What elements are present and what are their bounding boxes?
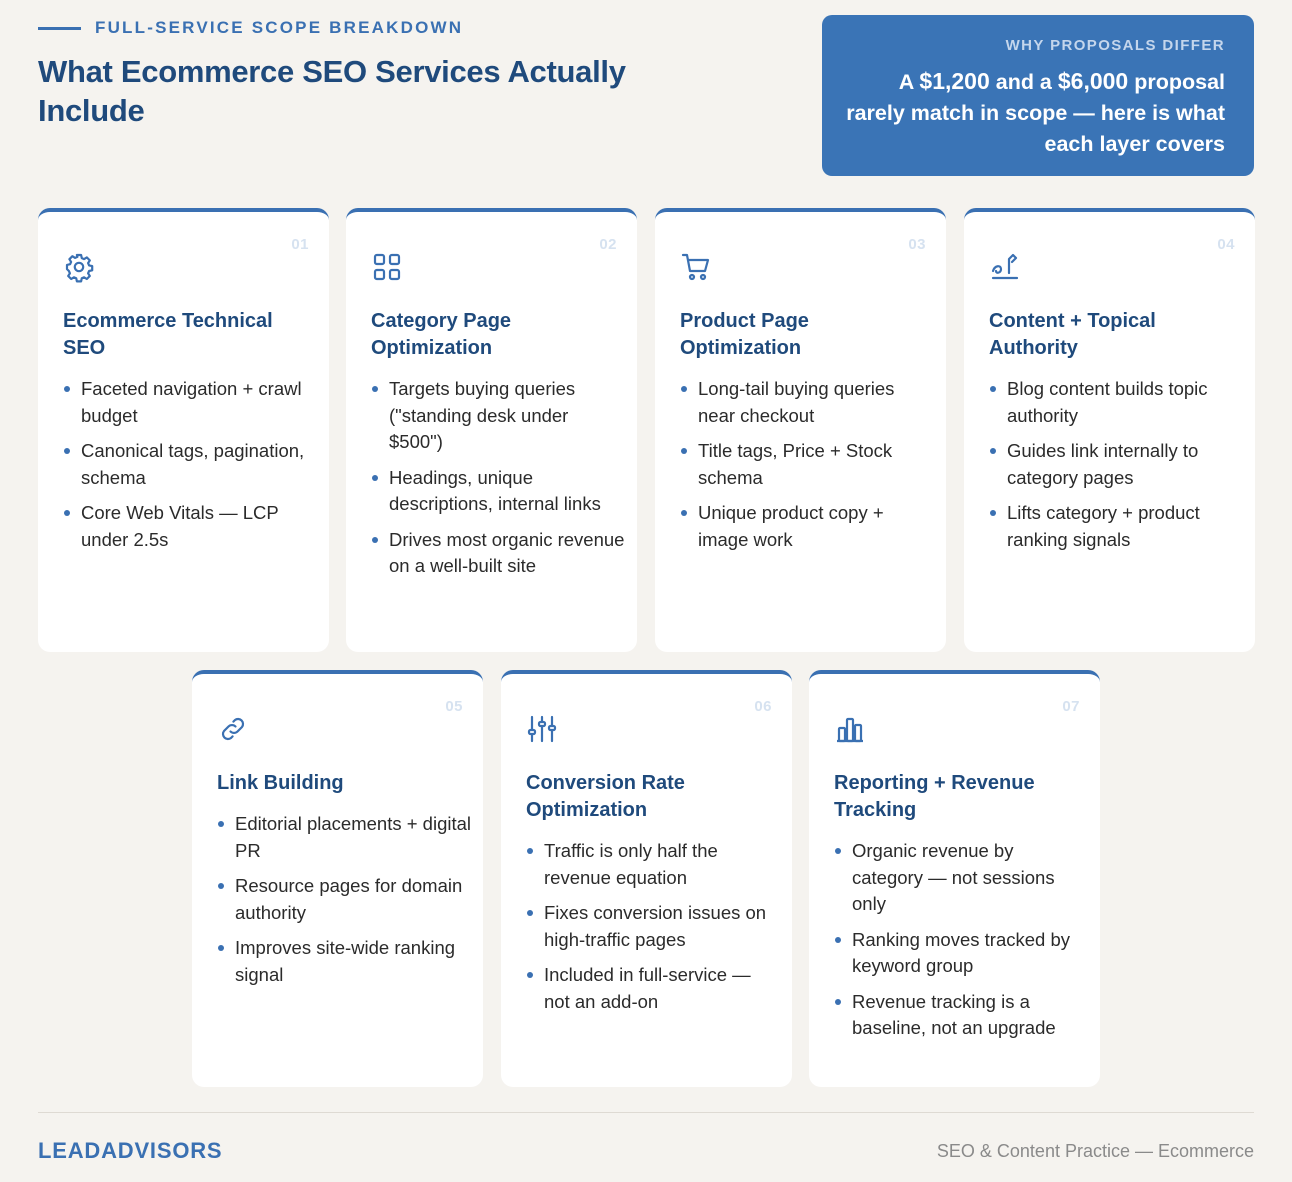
card-number: 04 — [1217, 236, 1235, 253]
scope-card-category-pages — [346, 208, 637, 652]
card-bullet: Lifts category + product ranking signals — [989, 500, 1243, 553]
gear-icon — [63, 251, 95, 283]
card-bullet: Title tags, Price + Stock schema — [680, 438, 934, 491]
card-bullet: Included in full-service — not an add-on — [526, 962, 780, 1015]
callout-text-post: proposal rarely match in scope — here is what each layer covers — [846, 70, 1225, 156]
eyebrow — [38, 18, 463, 38]
card-bullet-list — [63, 376, 317, 562]
card-number: 02 — [599, 236, 617, 253]
footer-divider — [38, 1112, 1254, 1113]
callout-text-pre: A — [898, 70, 920, 94]
callout-kicker: WHY PROPOSALS DIFFER — [1005, 37, 1225, 54]
card-title: Product Page Optimization — [680, 310, 809, 359]
scope-card-link-building — [192, 670, 483, 1087]
practice-label: SEO & Content Practice — Ecommerce — [936, 1141, 1254, 1161]
card-bullet: Improves site-wide ranking signal — [217, 935, 471, 988]
callout-body — [842, 66, 1225, 160]
brand-logo: LEADADVISORS — [38, 1138, 223, 1163]
card-bullet-list — [371, 376, 625, 589]
card-number: 06 — [754, 698, 772, 715]
bar-chart-icon — [834, 713, 866, 745]
scope-card-cro — [501, 670, 792, 1087]
eyebrow-rule — [38, 27, 81, 30]
card-number: 05 — [445, 698, 463, 715]
card-title: Link Building — [217, 772, 344, 794]
card-bullet: Editorial placements + digital PR — [217, 811, 471, 864]
cart-icon — [680, 251, 712, 283]
card-bullet: Guides link internally to category pages — [989, 438, 1243, 491]
card-title: Content + Topical Authority — [989, 310, 1156, 359]
card-number: 01 — [291, 236, 309, 253]
page-title: What Ecommerce SEO Services Actually Include — [38, 54, 626, 128]
card-bullet-list — [834, 838, 1088, 1051]
card-bullet: Canonical tags, pagination, schema — [63, 438, 317, 491]
card-bullet: Fixes conversion issues on high-traffic pages — [526, 900, 780, 953]
card-bullet: Headings, unique descriptions, internal links — [371, 465, 625, 518]
card-bullet-list — [526, 838, 780, 1024]
card-bullet: Unique product copy + image work — [680, 500, 934, 553]
scope-card-technical-seo — [38, 208, 329, 652]
card-number: 03 — [908, 236, 926, 253]
card-title: Reporting + Revenue Tracking — [834, 772, 1035, 821]
card-bullet: Traffic is only half the revenue equation — [526, 838, 780, 891]
callout-amount-high: $6,000 — [1057, 68, 1129, 94]
sliders-icon — [526, 713, 558, 745]
card-bullet: Long-tail buying queries near checkout — [680, 376, 934, 429]
eyebrow-label: FULL-SERVICE SCOPE BREAKDOWN — [95, 18, 464, 37]
card-bullet: Drives most organic revenue on a well-built site — [371, 527, 625, 580]
card-bullet: Organic revenue by category — not sessions only — [834, 838, 1088, 918]
scope-card-content-authority — [964, 208, 1255, 652]
card-title: Ecommerce Technical SEO — [63, 310, 273, 359]
scope-card-product-pages — [655, 208, 946, 652]
card-bullet: Targets buying queries ("standing desk under $500") — [371, 376, 625, 456]
link-icon — [217, 713, 249, 745]
card-bullet-list — [217, 811, 471, 997]
grid-icon — [371, 251, 403, 283]
pen-icon — [989, 251, 1021, 283]
callout-text-mid: and a — [989, 70, 1058, 94]
card-bullet: Ranking moves tracked by keyword group — [834, 927, 1088, 980]
scope-card-reporting — [809, 670, 1100, 1087]
card-title: Conversion Rate Optimization — [526, 772, 685, 821]
card-bullet-list — [680, 376, 934, 562]
card-bullet-list — [989, 376, 1243, 562]
card-bullet: Faceted navigation + crawl budget — [63, 376, 317, 429]
card-bullet: Blog content builds topic authority — [989, 376, 1243, 429]
card-number: 07 — [1062, 698, 1080, 715]
card-bullet: Resource pages for domain authority — [217, 873, 471, 926]
callout-amount-low: $1,200 — [919, 68, 990, 94]
card-bullet: Revenue tracking is a baseline, not an upgrade — [834, 989, 1088, 1042]
card-title: Category Page Optimization — [371, 310, 512, 359]
callout-box — [822, 15, 1254, 176]
card-bullet: Core Web Vitals — LCP under 2.5s — [63, 500, 317, 553]
